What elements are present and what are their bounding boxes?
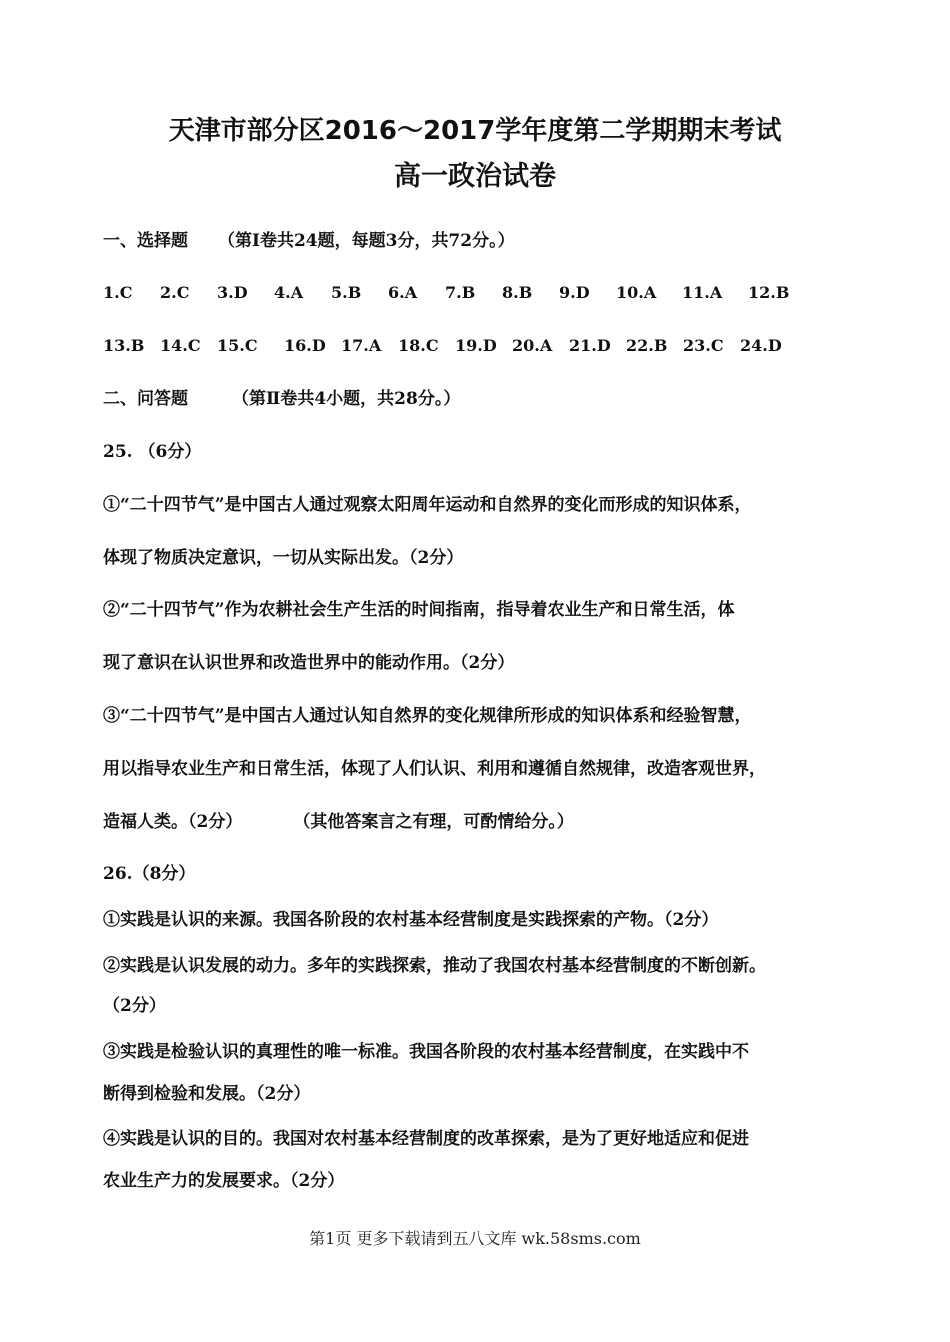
section2-note: （第Ⅱ卷共4小题，共28分。） [232,389,461,409]
answer-item: 8.B [502,283,533,302]
q25-line: 用以指导农业生产和日常生活，体现了人们认识、利用和遵循自然规律，改造客观世界， [103,759,766,779]
answer-item: 24.D [740,336,782,355]
q26-line: ②实践是认识发展的动力。多年的实践探索，推动了我国农村基本经营制度的不断创新。 [103,956,766,976]
q25-header: 25. （6分） [103,442,202,462]
answer-item: 17.A [341,336,382,355]
answer-item: 15.C [217,336,258,355]
answer-item: 11.A [682,283,723,302]
q26-line: ③实践是检验认识的真理性的唯一标准。我国各阶段的农村基本经营制度，在实践中不 [103,1042,749,1062]
section1-note: （第Ⅰ卷共24题，每题3分，共72分。） [218,231,515,251]
q25-line: ③“二十四节气”是中国古人通过认知自然界的变化规律所形成的知识体系和经验智慧， [103,706,752,726]
exam-title: 天津市部分区2016～2017学年度第二学期期末考试 [168,116,782,146]
q26-line: ①实践是认识的来源。我国各阶段的农村基本经营制度是实践探索的产物。（2分） [103,910,719,930]
answer-item: 6.A [388,283,418,302]
answer-item: 20.A [512,336,553,355]
answer-item: 5.B [331,283,362,302]
answer-row-2 [103,334,782,358]
answer-item: 12.B [748,283,790,302]
answer-item: 10.A [616,283,657,302]
answer-row-1 [103,281,789,305]
answer-item: 13.B [103,336,145,355]
page-footer: 第1页 更多下载请到五八文库 wk.58sms.com [309,1229,641,1248]
section1-heading-line [103,229,515,253]
answer-item: 9.D [559,283,590,302]
exam-subtitle: 高一政治试卷 [394,161,556,192]
answer-item: 14.C [160,336,201,355]
answer-item: 22.B [626,336,668,355]
q25-line: 造福人类。（2分） （其他答案言之有理，可酌情给分。） [103,812,574,832]
q25-line: 现了意识在认识世界和改造世界中的能动作用。（2分） [103,653,515,673]
answer-item: 3.D [217,283,248,302]
answer-item: 7.B [445,283,476,302]
q26-line: 断得到检验和发展。（2分） [103,1084,311,1104]
section2-heading: 二、问答题 [103,389,188,409]
answer-item: 1.C [103,283,133,302]
q26-line: ④实践是认识的目的。我国对农村基本经营制度的改革探索，是为了更好地适应和促进 [103,1129,749,1149]
q26-header: 26.（8分） [103,864,196,884]
q26-line: （2分） [103,996,166,1016]
q25-line: 体现了物质决定意识，一切从实际出发。（2分） [103,548,464,568]
answer-item: 21.D [569,336,611,355]
q25-line: ②“二十四节气”作为农耕社会生产生活的时间指南，指导着农业生产和日常生活，体 [103,600,735,620]
answer-item: 16.D [284,336,326,355]
answer-item: 18.C [398,336,439,355]
q26-line: 农业生产力的发展要求。（2分） [103,1171,345,1191]
answer-item: 4.A [274,283,304,302]
section2-heading-line [103,387,460,411]
section1-heading: 一、选择题 [103,231,188,251]
answer-item: 23.C [683,336,724,355]
answer-item: 19.D [455,336,497,355]
q25-line: ①“二十四节气”是中国古人通过观察太阳周年运动和自然界的变化而形成的知识体系， [103,495,752,515]
answer-item: 2.C [160,283,190,302]
